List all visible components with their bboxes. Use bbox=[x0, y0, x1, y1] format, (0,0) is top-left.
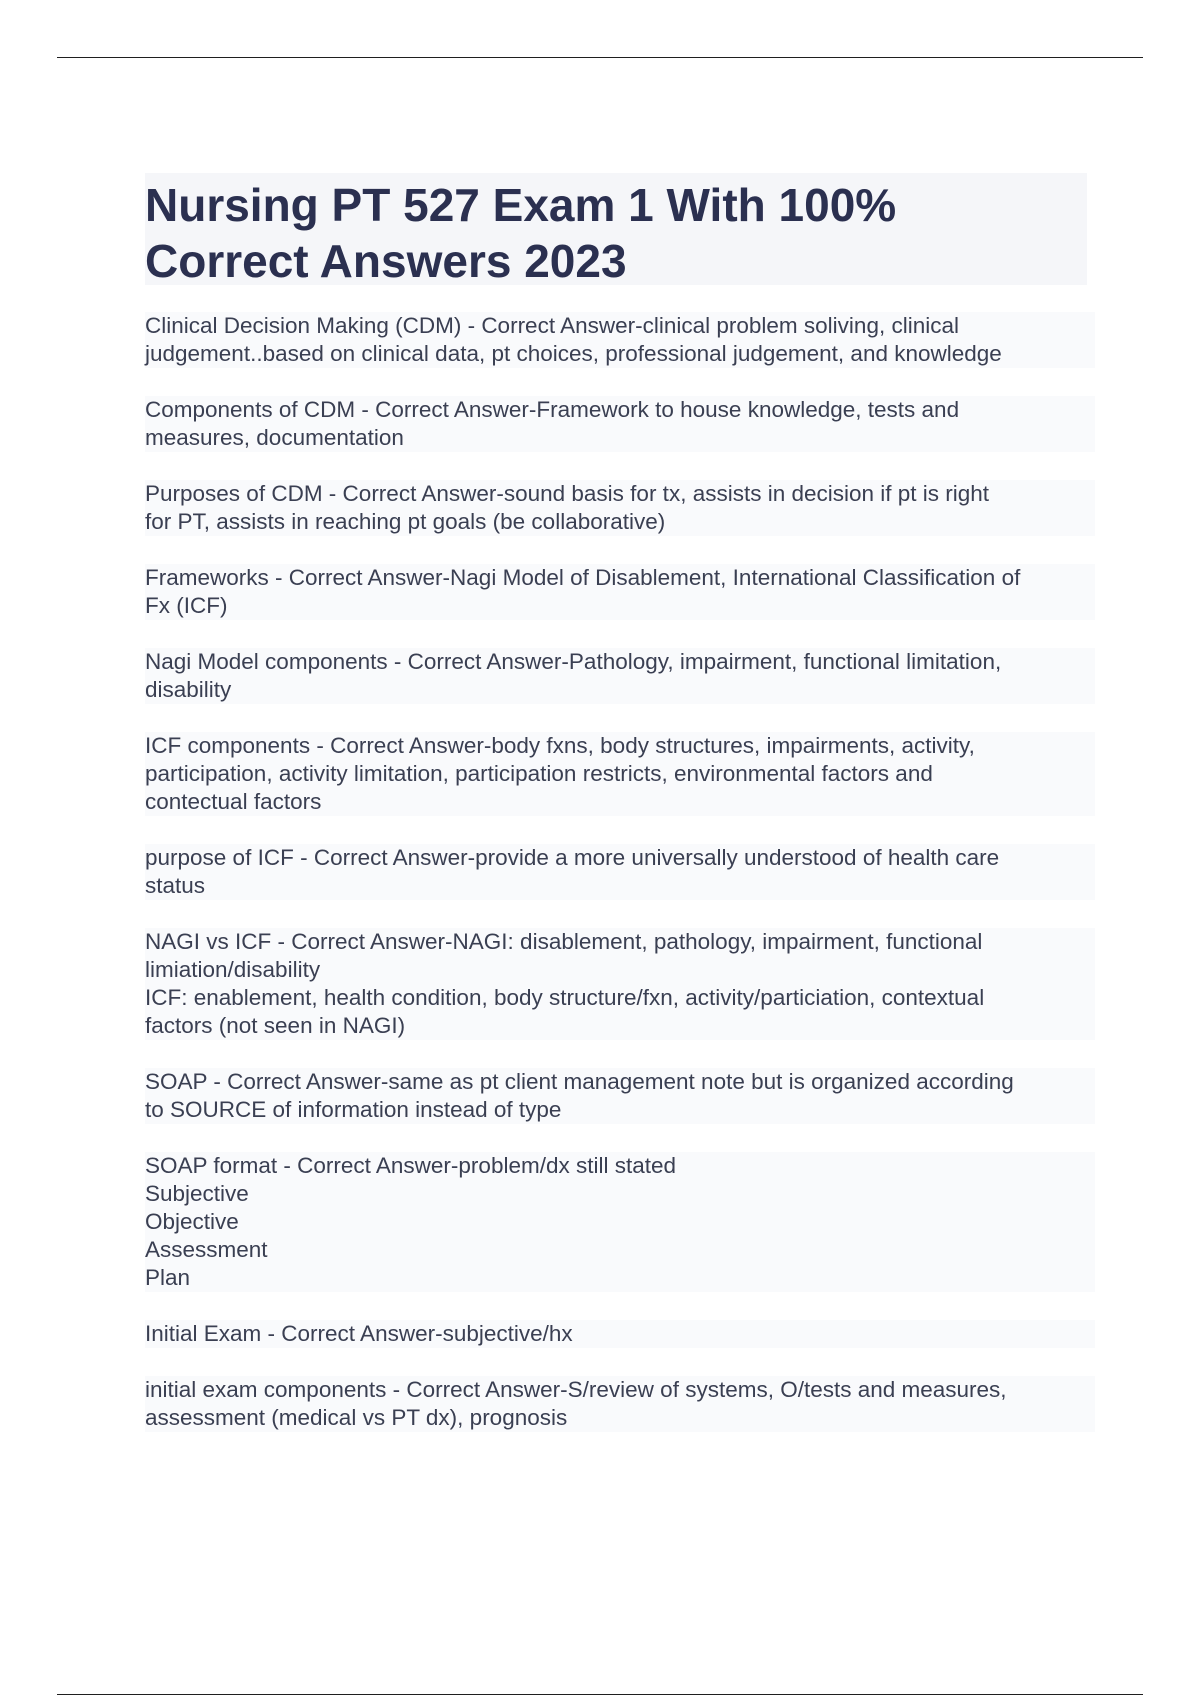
qa-item-initial-exam: Initial Exam - Correct Answer-subjective/hx bbox=[145, 1320, 1095, 1348]
qa-item-nagi-vs-icf: NAGI vs ICF - Correct Answer-NAGI: disablement, pathology, impairment, functional limiation/disability ICF: enablement, health condition, body structure/fxn, activity/particiation, contextual factors (not seen in NAGI) bbox=[145, 928, 1095, 1040]
bottom-rule bbox=[57, 1694, 1143, 1695]
qa-list bbox=[145, 312, 1095, 1460]
qa-item-nagi-components: Nagi Model components - Correct Answer-Pathology, impairment, functional limitation, disability bbox=[145, 648, 1095, 704]
qa-item-soap-format: SOAP format - Correct Answer-problem/dx still stated Subjective Objective Assessment Plan bbox=[145, 1152, 1095, 1292]
qa-item-soap: SOAP - Correct Answer-same as pt client management note but is organized according to SOURCE of information instead of type bbox=[145, 1068, 1095, 1124]
title-block bbox=[145, 173, 1087, 285]
qa-item-purpose-of-icf: purpose of ICF - Correct Answer-provide a more universally understood of health care status bbox=[145, 844, 1095, 900]
qa-item-cdm: Clinical Decision Making (CDM) - Correct Answer-clinical problem soliving, clinical judgement..based on clinical data, pt choices, professional judgement, and knowledge bbox=[145, 312, 1095, 368]
qa-item-frameworks: Frameworks - Correct Answer-Nagi Model of Disablement, International Classification of Fx (ICF) bbox=[145, 564, 1095, 620]
document-title: Nursing PT 527 Exam 1 With 100% Correct Answers 2023 bbox=[145, 179, 897, 287]
qa-item-purposes-of-cdm: Purposes of CDM - Correct Answer-sound basis for tx, assists in decision if pt is right for PT, assists in reaching pt goals (be collaborative) bbox=[145, 480, 1095, 536]
top-rule bbox=[57, 57, 1143, 58]
qa-item-components-of-cdm: Components of CDM - Correct Answer-Framework to house knowledge, tests and measures, documentation bbox=[145, 396, 1095, 452]
qa-item-icf-components: ICF components - Correct Answer-body fxns, body structures, impairments, activity, participation, activity limitation, participation restricts, environmental factors and contectual factors bbox=[145, 732, 1095, 816]
qa-item-initial-exam-components: initial exam components - Correct Answer-S/review of systems, O/tests and measures, assessment (medical vs PT dx), prognosis bbox=[145, 1376, 1095, 1432]
